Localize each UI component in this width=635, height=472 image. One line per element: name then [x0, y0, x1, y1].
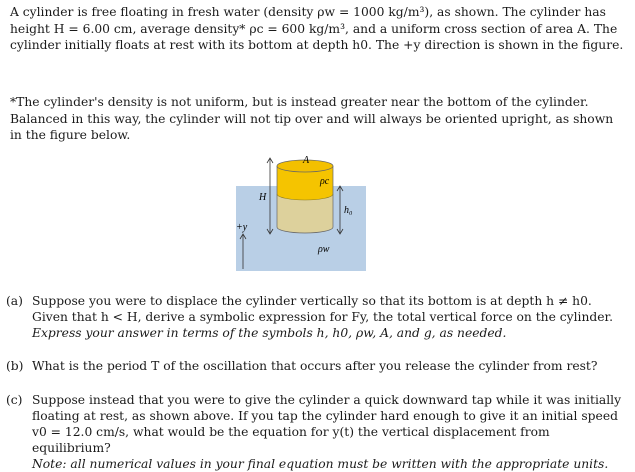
question-b-text: What is the period T of the oscillation that occurs after you release the cylinder from rest?	[32, 359, 598, 373]
question-a-text: Suppose you were to displace the cylinder vertically so that its bottom is at depth h ≠ h0. Given that h < H, derive a symbolic expression for Fy, the total vertical force on the cylinder.	[32, 294, 613, 324]
question-b	[6, 358, 627, 374]
label-depth: h₀	[344, 205, 353, 216]
label-rho-w: ρw	[318, 244, 330, 255]
question-a-label: (a)	[6, 294, 23, 308]
question-a	[6, 293, 627, 341]
cylinder-figure	[236, 151, 366, 271]
question-c	[6, 392, 627, 472]
label-plus-y: +y	[236, 222, 248, 233]
label-height: H	[259, 192, 267, 203]
density-footnote: *The cylinder's density is not uniform, but is instead greater near the bottom of the cylinder. Balanced in this way, the cylinder will not tip over and will always be oriented upright, as shown in the figure below.	[10, 95, 614, 142]
question-c-label: (c)	[6, 393, 23, 407]
question-c-note: Note: all numerical values in your final equation must be written with the appropriate units.	[32, 457, 609, 471]
label-rho-c: ρc	[320, 176, 330, 187]
question-b-label: (b)	[6, 359, 24, 373]
question-a-instruction: Express your answer in terms of the symbols h, h0, ρw, A, and g, as needed.	[32, 326, 507, 340]
problem-intro: A cylinder is free floating in fresh water (density ρw = 1000 kg/m³), as shown. The cylinder has height H = 6.00 cm, average density* ρc = 600 kg/m³, and a uniform cross section of area A. The cylinder initially floats at rest with its bottom at depth h0. The +y direction is shown in the figure.	[10, 5, 624, 52]
label-area: A	[303, 155, 310, 166]
question-c-text: Suppose instead that you were to give the cylinder a quick downward tap while it was initially floating at rest, as shown above. If you tap the cylinder hard enough to give it an initial speed v0 = 12.0 cm/s, what would be the equation for y(t) the vertical displacement from equilibrium?	[32, 393, 622, 455]
